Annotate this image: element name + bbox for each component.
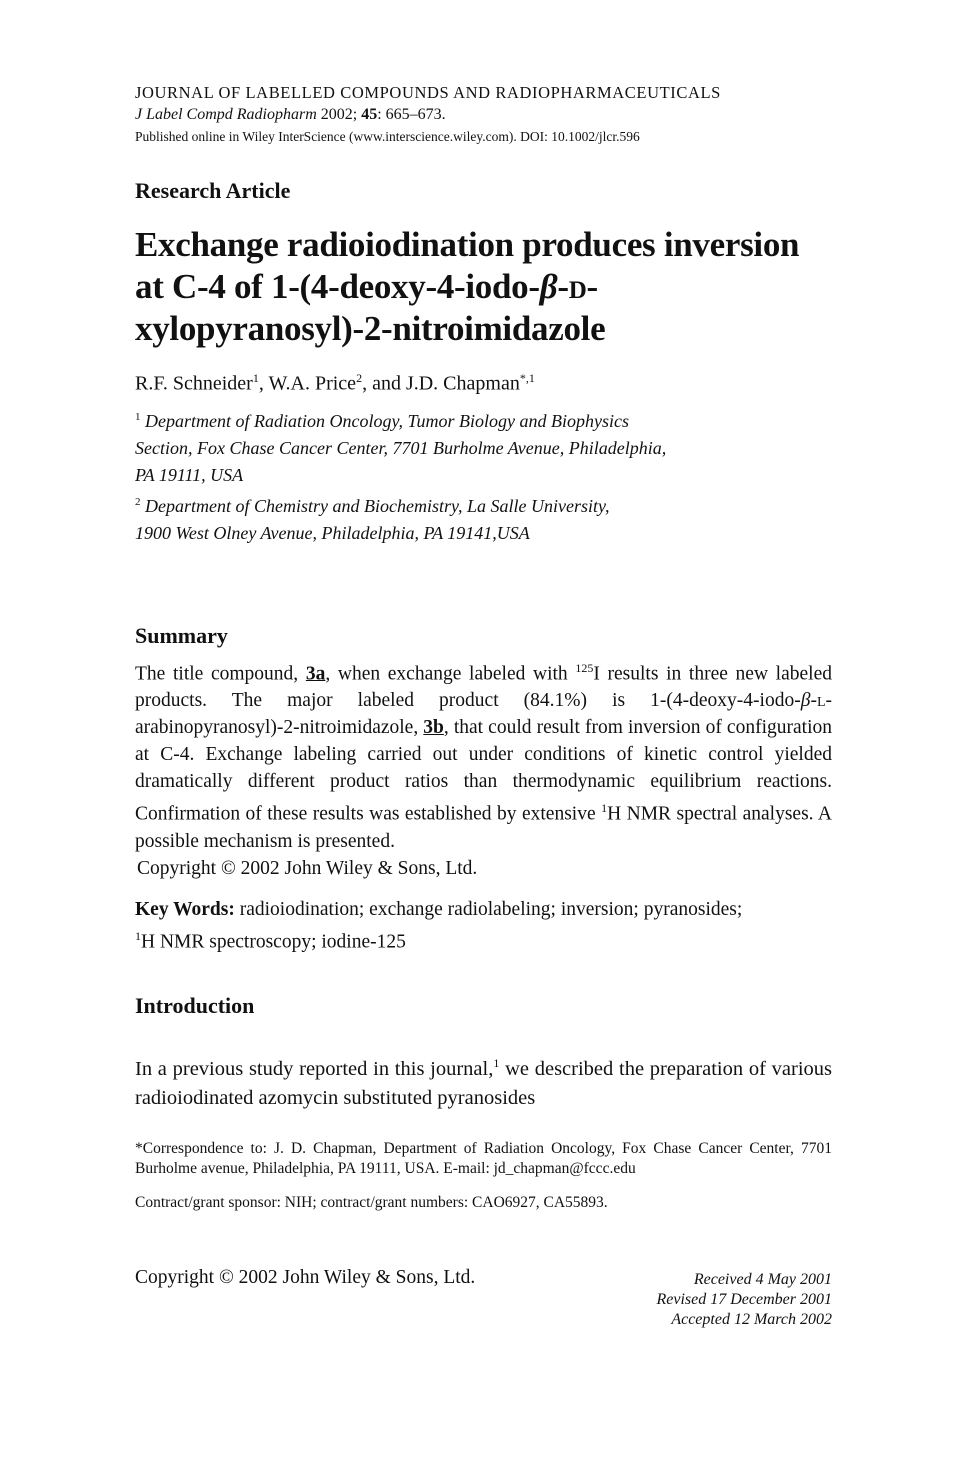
intro-part: we described the preparation of various radioiodinated azomycin substituted pyranosides	[135, 1057, 832, 1109]
footnotes	[135, 1139, 832, 1213]
received-date: Received 4 May 2001	[693, 1271, 832, 1288]
title-line-1: Exchange radioiodination produces inversion	[135, 225, 800, 264]
title-dash: -	[557, 267, 569, 306]
introduction-text	[135, 1049, 832, 1113]
summary-heading: Summary	[135, 622, 228, 648]
author-1-affil: 1	[252, 371, 259, 385]
intro-reference: 1	[493, 1056, 500, 1071]
author-price: , W.A. Price	[258, 372, 357, 395]
article-dates	[657, 1270, 833, 1330]
affil-1-marker: 1	[135, 410, 141, 423]
summary-part: -arabinopyranosyl)-2-nitroimidazole,	[135, 690, 832, 739]
summary-section	[135, 621, 832, 882]
summary-l-config: l	[816, 690, 826, 712]
affil-2-line-1: Department of Chemistry and Biochemistry, La Salle University,	[140, 495, 610, 516]
compound-3b: 3b	[423, 717, 444, 739]
affil-1-line-1: Department of Radiation Oncology, Tumor Biology and Biophysics	[140, 410, 629, 431]
author-list	[135, 364, 832, 398]
page-footer	[135, 1267, 832, 1327]
author-chapman: , and J.D. Chapman	[362, 372, 520, 395]
summary-part: , that could result from inversion of configuration at C-4. Exchange labeling carried out under conditions of kinetic control yielded dramatically different product ratios than thermodynamic equilibrium reactions. Confirmation of these results was established by extensive	[135, 717, 832, 825]
journal-name: JOURNAL OF LABELLED COMPOUNDS AND RADIOPHARMACEUTICALS	[135, 83, 721, 102]
title-line-3: xylopyranosyl)-2-nitroimidazole	[135, 309, 606, 348]
introduction-heading: Introduction	[135, 993, 255, 1019]
grant-footnote: Contract/grant sponsor: NIH; contract/grant numbers: CAO6927, CA55893.	[135, 1193, 608, 1211]
citation-volume: 45	[361, 106, 378, 123]
published-online: Published online in Wiley InterScience (www.interscience.wiley.com). DOI: 10.1002/jlcr.596	[135, 129, 640, 144]
citation-journal: J Label Compd Radiopharm	[135, 106, 317, 123]
footer-copyright: Copyright © 2002 John Wiley & Sons, Ltd.	[135, 1267, 476, 1288]
summary-part: The title compound,	[135, 663, 306, 685]
correspondence-footnote: *Correspondence to: J. D. Chapman, Department of Radiation Oncology, Fox Chase Cancer Center, 7701 Burholme avenue, Philadelphia, PA 19111, USA. E-mail: jd_chapman@fccc.edu	[135, 1139, 832, 1177]
compound-3a: 3a	[305, 663, 326, 685]
summary-copyright: Copyright © 2002 John Wiley & Sons, Ltd.	[137, 857, 478, 879]
introduction-section	[135, 991, 832, 1113]
summary-text	[135, 655, 832, 855]
revised-date: Revised 17 December 2001	[656, 1291, 832, 1308]
intro-part: In a previous study reported in this journal,	[135, 1057, 494, 1080]
keywords-text: radioiodination; exchange radiolabeling; inversion; pyranosides;	[234, 898, 743, 920]
title-line-2-suffix: -	[586, 267, 598, 306]
title-beta: β	[539, 267, 558, 306]
author-2-affil: 2	[356, 371, 363, 385]
nmr-sup: 1	[601, 801, 608, 816]
citation-line	[135, 104, 832, 126]
article-title	[135, 224, 832, 350]
affil-1-line-2: Section, Fox Chase Cancer Center, 7701 Burholme Avenue, Philadelphia,	[135, 437, 667, 458]
keywords-text: H NMR spectroscopy; iodine-125	[141, 931, 406, 953]
citation-pages: : 665–673.	[377, 106, 446, 123]
article-type: Research Article	[135, 178, 291, 203]
summary-part: -	[810, 690, 817, 712]
summary-part: , when exchange labeled with	[325, 663, 576, 685]
title-d-config: d	[568, 267, 587, 306]
affil-2-line-2: 1900 West Olney Avenue, Philadelphia, PA 19141,USA	[135, 522, 530, 543]
summary-beta: β	[800, 690, 811, 712]
article-page	[135, 82, 832, 1213]
author-schneider: R.F. Schneider	[135, 372, 253, 395]
author-3-affil: *,1	[519, 371, 535, 385]
summary-part: H NMR spectral analyses. A possible mechanism is presented.	[135, 803, 832, 852]
title-line-2-prefix: at C-4 of 1-(4-deoxy-4-iodo-	[135, 267, 540, 306]
citation-year: 2002;	[316, 106, 362, 123]
affil-1-line-3: PA 19111, USA	[135, 464, 244, 485]
summary-part: I results in three new labeled products. The major labeled product (84.1%) is 1-(4-deoxy-4-iodo-	[135, 663, 832, 712]
affil-2-marker: 2	[135, 495, 141, 508]
keywords	[135, 896, 832, 956]
isotope-mass: 125	[575, 660, 594, 675]
keywords-sup: 1	[135, 928, 141, 943]
accepted-date: Accepted 12 March 2002	[671, 1311, 832, 1328]
keywords-label: Key Words:	[135, 898, 235, 920]
affiliations	[135, 404, 832, 547]
